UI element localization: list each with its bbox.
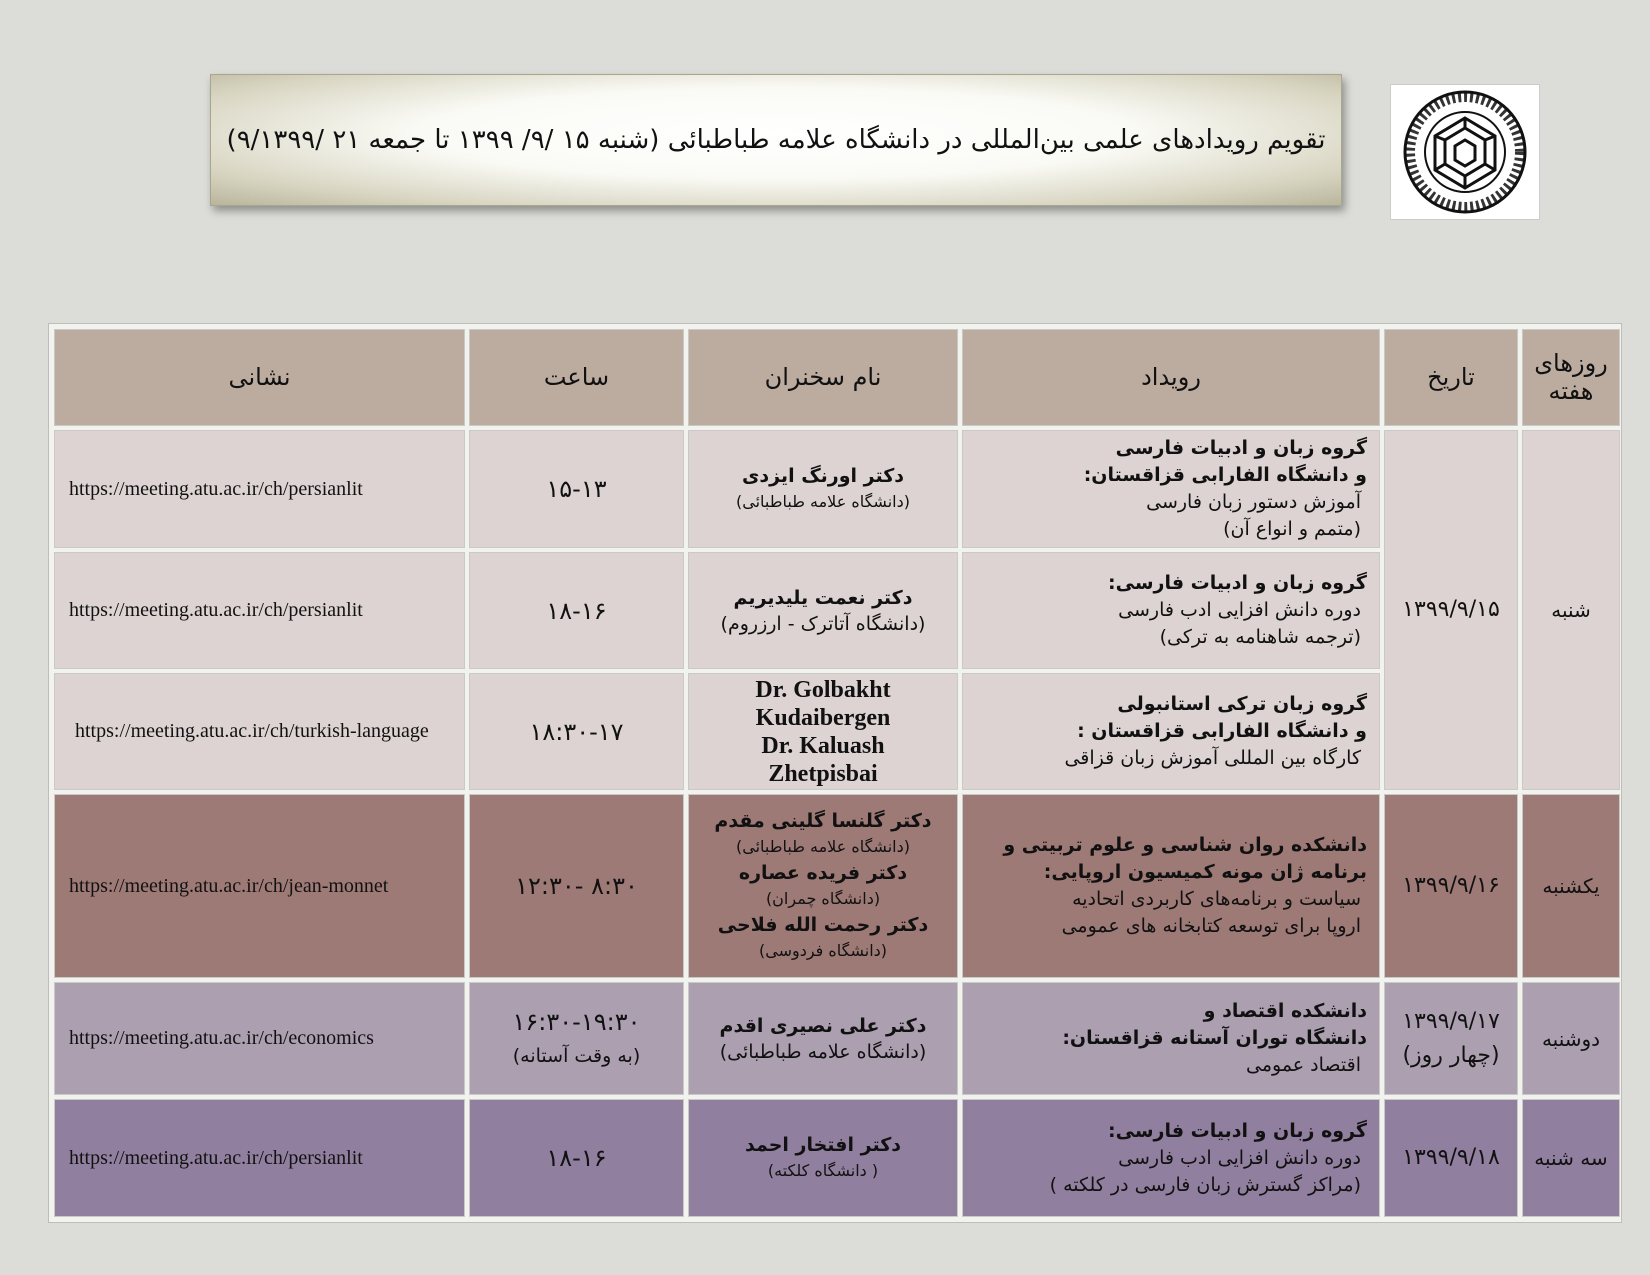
- speaker-name: دکتر نعمت یلیدیریم: [733, 586, 913, 609]
- header-event: رویداد: [962, 329, 1380, 426]
- date-cell: ۱۳۹۹/۹/۱۶: [1384, 794, 1518, 978]
- speaker-affiliation: (دانشگاه علامه طباطبائی): [736, 492, 910, 512]
- meeting-link[interactable]: https://meeting.atu.ac.ir/ch/jean-monnet: [54, 794, 465, 978]
- time-cell: ۱۸-۱۶: [469, 1099, 684, 1217]
- speaker-affiliation: (دانشگاه علامه طباطبائی): [719, 1040, 927, 1063]
- speaker-affiliation: (دانشگاه چمران): [765, 889, 881, 909]
- header-day: روزهای هفته: [1522, 329, 1620, 426]
- header-address: نشانی: [54, 329, 465, 426]
- event-description: آموزش دستور زبان فارسی: [1146, 491, 1361, 514]
- meeting-link[interactable]: https://meeting.atu.ac.ir/ch/economics: [54, 982, 465, 1095]
- event-title: دانشکده روان شناسی و علوم تربیتی و: [1003, 834, 1367, 857]
- day-cell: یکشنبه: [1522, 794, 1620, 978]
- event-title: دانشکده اقتصاد و: [1203, 1000, 1367, 1023]
- table-header-row: [54, 329, 1620, 426]
- time-zone-note: (به وقت آستانه): [512, 1044, 641, 1067]
- speaker-name: دکتر علی نصیری اقدم: [719, 1014, 927, 1037]
- day-cell: دوشنبه: [1522, 982, 1620, 1095]
- meeting-link[interactable]: https://meeting.atu.ac.ir/ch/turkish-language: [54, 673, 465, 790]
- day-cell: شنبه: [1522, 430, 1620, 790]
- speaker-name: دکتر اورنگ ایزدی: [741, 465, 905, 488]
- event-cell: [962, 982, 1380, 1095]
- day-cell: سه شنبه: [1522, 1099, 1620, 1217]
- speaker-cell: [688, 673, 958, 790]
- page-title: تقویم رویدادهای علمی بین‌المللی در دانشگاه علامه طباطبائی (شنبه ۱۵ /۹/ ۱۳۹۹ تا جمعه ۲۱ /۹/۱۳۹۹): [226, 125, 1326, 155]
- event-description: (مراکز گسترش زبان فارسی در کلکته ): [1049, 1173, 1361, 1196]
- date-cell: ۱۳۹۹/۹/۱۵: [1384, 430, 1518, 790]
- time-range: ۱۶:۳۰-۱۹:۳۰: [512, 1007, 641, 1036]
- event-description: (ترجمه شاهنامه به ترکی): [1159, 626, 1361, 649]
- speaker-cell: [688, 552, 958, 669]
- date-cell: ۱۳۹۹/۹/۱۸: [1384, 1099, 1518, 1217]
- meeting-link[interactable]: https://meeting.atu.ac.ir/ch/persianlit: [54, 552, 465, 669]
- event-cell: [962, 552, 1380, 669]
- speaker-name: دکتر فریده عصاره: [738, 862, 908, 885]
- event-title: دانشگاه توران آستانه قزاقستان:: [1062, 1027, 1367, 1050]
- event-cell: [962, 430, 1380, 549]
- event-description: دوره دانش افزایی ادب فارسی: [1118, 1146, 1361, 1169]
- meeting-link[interactable]: https://meeting.atu.ac.ir/ch/persianlit: [54, 430, 465, 549]
- table-row: [54, 1099, 1620, 1217]
- schedule-table: [50, 325, 1624, 1221]
- speaker-affiliation: ( دانشگاه کلکته): [767, 1161, 879, 1181]
- time-cell: [469, 982, 684, 1095]
- table-row: [54, 430, 1620, 549]
- event-title: گروه زبان و ادبیات فارسی:: [1108, 572, 1367, 595]
- time-cell: ۱۵-۱۳: [469, 430, 684, 549]
- event-description: اروپا برای توسعه کتابخانه های عمومی: [1061, 915, 1361, 938]
- time-cell: ۱۸-۱۶: [469, 552, 684, 669]
- event-title: و دانشگاه الفارابی قزاقستان :: [1077, 720, 1367, 743]
- event-description: (متمم و انواع آن): [1223, 518, 1361, 541]
- speaker-affiliation: (دانشگاه فردوسی): [758, 941, 888, 961]
- time-cell: ۱۸:۳۰-۱۷: [469, 673, 684, 790]
- event-title: گروه زبان و ادبیات فارسی: [1115, 437, 1367, 460]
- date-duration: (چهار روز): [1402, 1042, 1500, 1068]
- event-description: کارگاه بین المللی آموزش زبان قزاقی: [1064, 747, 1361, 770]
- university-logo: [1390, 84, 1540, 220]
- speaker-name: Kudaibergen: [755, 704, 891, 731]
- speaker-name: دکتر گلنسا گلینی مقدم: [714, 810, 932, 833]
- event-cell: [962, 1099, 1380, 1217]
- event-title: گروه زبان و ادبیات فارسی:: [1108, 1119, 1367, 1142]
- time-cell: ۸:۳۰ -۱۲:۳۰: [469, 794, 684, 978]
- event-title: گروه زبان ترکی استانبولی: [1117, 693, 1367, 716]
- speaker-name: Zhetpisbai: [768, 760, 878, 787]
- speaker-cell: [688, 982, 958, 1095]
- speaker-cell: [688, 794, 958, 978]
- date-value: ۱۳۹۹/۹/۱۷: [1402, 1008, 1500, 1034]
- table-row: [54, 794, 1620, 978]
- event-description: دوره دانش افزایی ادب فارسی: [1118, 599, 1361, 622]
- event-description: اقتصاد عمومی: [1245, 1054, 1361, 1077]
- speaker-name: Dr. Golbakht: [755, 676, 891, 703]
- header-date: تاریخ: [1384, 329, 1518, 426]
- university-seal-icon: [1397, 88, 1533, 216]
- event-cell: [962, 673, 1380, 790]
- speaker-cell: [688, 430, 958, 549]
- date-cell: [1384, 982, 1518, 1095]
- speaker-name: Dr. Kaluash: [761, 732, 885, 759]
- event-title: و دانشگاه الفارابی قزاقستان:: [1083, 464, 1367, 487]
- header-speakers: نام سخنران: [688, 329, 958, 426]
- event-cell: [962, 794, 1380, 978]
- title-banner: [210, 74, 1342, 206]
- speaker-cell: [688, 1099, 958, 1217]
- speaker-name: دکتر رحمت الله فلاحی: [717, 914, 929, 937]
- meeting-link[interactable]: https://meeting.atu.ac.ir/ch/persianlit: [54, 1099, 465, 1217]
- event-title: برنامه ژان مونه کمیسیون اروپایی:: [1043, 861, 1367, 884]
- header-time: ساعت: [469, 329, 684, 426]
- table-row: [54, 982, 1620, 1095]
- speaker-affiliation: (دانشگاه علامه طباطبائی): [736, 837, 910, 857]
- event-description: سیاست و برنامه‌های کاربردی اتحادیه: [1072, 888, 1361, 911]
- speaker-affiliation: (دانشگاه آتاترک - ارزروم): [720, 612, 926, 635]
- speaker-name: دکتر افتخار احمد: [745, 1134, 901, 1157]
